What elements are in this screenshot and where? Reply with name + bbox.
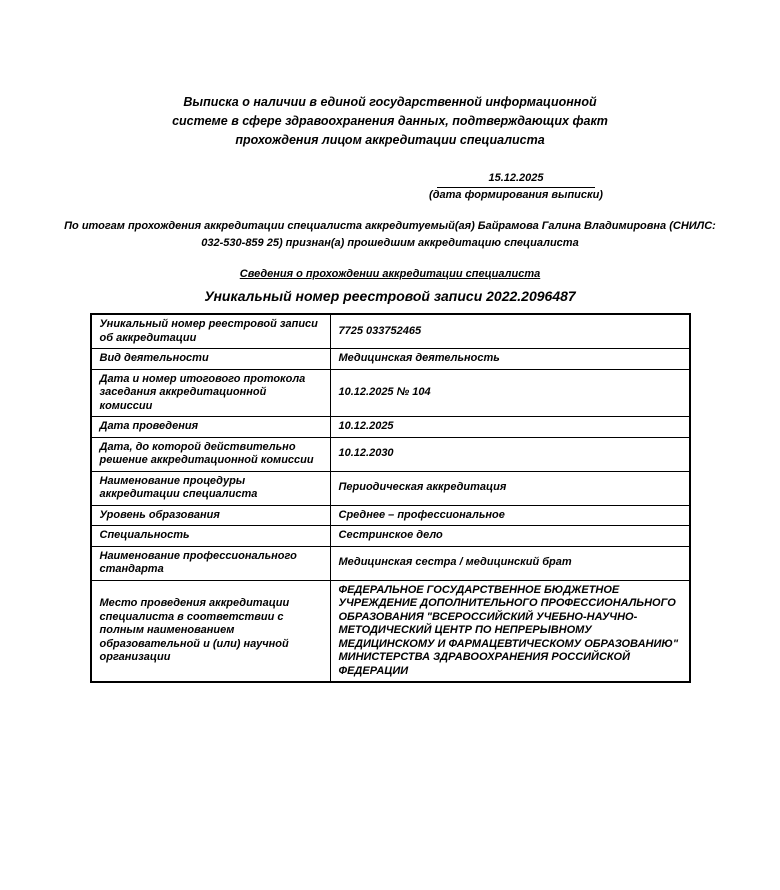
row-value: Среднее – профессиональное bbox=[330, 505, 690, 526]
accreditation-table-body bbox=[91, 314, 690, 682]
row-value: Медицинская сестра / медицинский брат bbox=[330, 546, 690, 580]
row-value: ФЕДЕРАЛЬНОЕ ГОСУДАРСТВЕННОЕ БЮДЖЕТНОЕ УЧРЕЖДЕНИЕ ДОПОЛНИТЕЛЬНОГО ПРОФЕССИОНАЛЬНОГО ОБРАЗОВАНИЯ "ВСЕРОССИЙСКИЙ УЧЕБНО-НАУЧНО-МЕТОДИЧЕСКИЙ ЦЕНТР ПО НЕПРЕРЫВНОМУ МЕДИЦИНСКОМУ И ФАРМАЦЕВТИЧЕСКОМУ ОБРАЗОВАНИЮ" МИНИСТЕРСТВА ЗДРАВООХРАНЕНИЯ РОССИЙСКОЙ ФЕДЕРАЦИИ bbox=[330, 580, 690, 682]
accreditation-table bbox=[90, 313, 691, 683]
table-row bbox=[91, 349, 690, 370]
registry-heading: Уникальный номер реестровой записи 2022.2096487 bbox=[204, 288, 576, 304]
table-row bbox=[91, 369, 690, 417]
row-value: 7725 033752465 bbox=[330, 314, 690, 349]
row-value: 10.12.2025 № 104 bbox=[330, 369, 690, 417]
intro-paragraph: По итогам прохождения аккредитации специалиста аккредитуемый(ая) Байрамова Галина Владимировна (СНИЛС: 032-530-859 25) признан(а) прошедшим аккредитацию специалиста bbox=[64, 220, 716, 249]
table-row bbox=[91, 526, 690, 547]
row-value: 10.12.2030 bbox=[330, 437, 690, 471]
row-label: Уровень образования bbox=[91, 505, 331, 526]
row-label: Наименование процедуры аккредитации специалиста bbox=[91, 471, 331, 505]
row-label: Специальность bbox=[91, 526, 331, 547]
table-row bbox=[91, 505, 690, 526]
row-label: Дата и номер итогового протокола заседания аккредитационной комиссии bbox=[91, 369, 331, 417]
row-label: Уникальный номер реестровой записи об аккредитации bbox=[91, 314, 331, 349]
row-value: Медицинская деятельность bbox=[330, 349, 690, 370]
table-row bbox=[91, 546, 690, 580]
row-label: Дата, до которой действительно решение аккредитационной комиссии bbox=[91, 437, 331, 471]
row-label: Место проведения аккредитации специалиста в соответствии с полным наименованием образовательной и (или) научной организации bbox=[91, 580, 331, 682]
row-label: Наименование профессионального стандарта bbox=[91, 546, 331, 580]
row-value: Периодическая аккредитация bbox=[330, 471, 690, 505]
row-label: Вид деятельности bbox=[91, 349, 331, 370]
section-heading: Сведения о прохождении аккредитации специалиста bbox=[239, 268, 541, 280]
date-block bbox=[426, 172, 606, 202]
table-row bbox=[91, 417, 690, 438]
table-row bbox=[91, 580, 690, 682]
row-label: Дата проведения bbox=[91, 417, 331, 438]
row-value: Сестринское дело bbox=[330, 526, 690, 547]
extract-date: 15.12.2025 bbox=[437, 172, 595, 188]
table-row bbox=[91, 437, 690, 471]
document-title: Выписка о наличии в единой государственной информационной системе в сфере здравоохранения данных, подтверждающих факт прохождения лицом аккредитации специалиста bbox=[172, 95, 608, 147]
extract-date-caption: (дата формирования выписки) bbox=[429, 189, 603, 201]
row-value: 10.12.2025 bbox=[330, 417, 690, 438]
table-row bbox=[91, 314, 690, 349]
table-row bbox=[91, 471, 690, 505]
